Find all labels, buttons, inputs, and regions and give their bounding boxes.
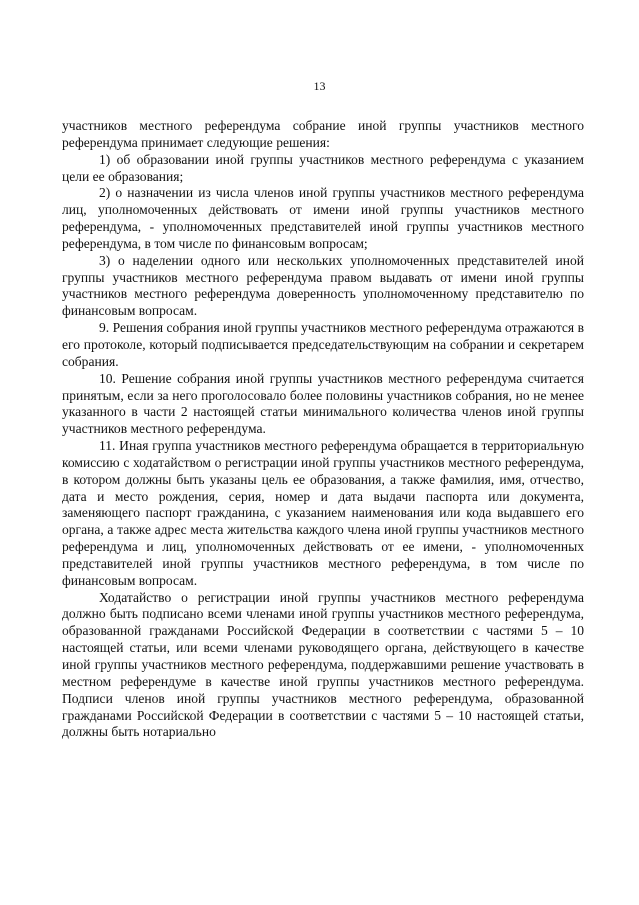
- paragraph-item-2: 2) о назначении из числа членов иной группы участников местного референдума лиц, уполномоченных действовать от имени иной группы участников местного референдума, - уполномоченных представителей иной группы участников местного референдума, в том числе по финансовым вопросам;: [62, 185, 584, 251]
- paragraph-part-9: 9. Решения собрания иной группы участников местного референдума отражаются в его протоколе, который подписывается председательствующим на собрании и секретарем собрания.: [62, 320, 584, 369]
- page-number: 13: [313, 79, 326, 93]
- paragraph-petition: Ходатайство о регистрации иной группы участников местного референдума должно быть подписано всеми членами иной группы участников местного референдума, образованной гражданами Российской Федерации в соответствии с частями 5 – 10 настоящей статьи, или всеми членами руководящего органа, действующего в качестве иной группы участников местного референдума, поддержавшими решение участвовать в местном референдуме в качестве иной группы участников местного референдума. Подписи членов иной группы участников местного референдума, образованной гражданами Российской Федерации в соответствии с частями 5 – 10 настоящей статьи, должны быть нотариально: [62, 589, 584, 740]
- paragraph-part-10: 10. Решение собрания иной группы участников местного референдума считается принятым, если за него проголосовало более половины участников собрания, но не менее указанного в части 2 настоящей статьи минимального количества членов иной группы участников местного референдума.: [62, 370, 584, 437]
- paragraph-item-3: 3) о наделении одного или нескольких уполномоченных представителей иной группы участников местного референдума правом выдавать от имени иной группы участников местного референдума доверенность уполномоченному представителю по финансовым вопросам.: [62, 252, 584, 319]
- paragraph-item-1: 1) об образовании иной группы участников местного референдума с указанием цели ее образования;: [62, 151, 584, 184]
- paragraph-continuation: участников местного референдума собрание иной группы участников местного референдума принимает следующие решения:: [62, 118, 584, 150]
- paragraph-part-11: 11. Иная группа участников местного референдума обращается в территориальную комиссию с ходатайством о регистрации иной группы участников местного референдума, в котором должны быть указаны цель ее образования, а также фамилия, имя, отчество, дата и место рождения, серия, номер и дата выдачи паспорта или документа, заменяющего паспорт гражданина, с указанием наименования или кода выдавшего его органа, а также адрес места жительства каждого члена иной группы участников местного референдума и лиц, уполномоченных действовать от ее имени, - уполномоченных представителей иной группы участников местного референдума, в том числе по финансовым вопросам.: [62, 438, 584, 588]
- document-body: [62, 118, 584, 741]
